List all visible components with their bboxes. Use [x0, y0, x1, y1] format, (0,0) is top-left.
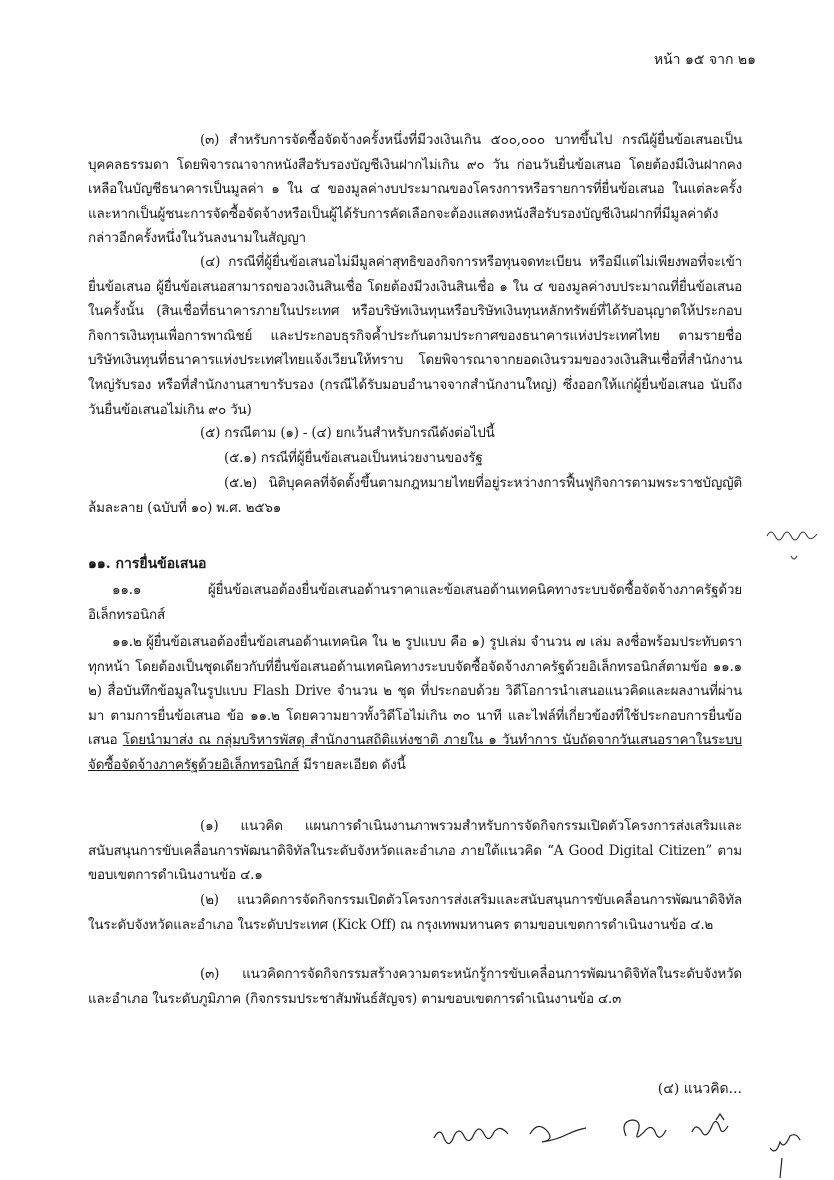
signature-5: [770, 1135, 800, 1178]
section11-item-2: [88, 630, 742, 778]
section11-list-2: [88, 888, 742, 937]
paragraph-5-1: (๕.๑) กรณีที่ผู้ยื่นข้อเสนอเป็นหน่วยงานของรัฐ: [224, 450, 483, 466]
section10-item-5-1: [88, 446, 742, 471]
signature-3: [624, 1120, 666, 1137]
paragraph-11-2-end: มีรายละเอียด ดังนี้: [298, 756, 406, 773]
paragraph-11-2: [88, 630, 742, 778]
paragraph-11-2-main: ๑๑.๒ ผู้ยื่นข้อเสนอต้องยื่นข้อเสนอด้านเทคนิค ใน ๒ รูปแบบ คือ ๑) รูปเล่ม จำนวน ๗ เล่ม ลงชื่อพร้อมประทับตราทุกหน้า โดยต้องเป็นชุดเดียวกับที่ยื่นข้อเสนอด้านเทคนิคทางระบบจัดซื้อจัดจ้างภาครัฐด้วยอิเล็กทรอนิกส์ตามข้อ ๑๑.๑ ๒) สื่อบันทึกข้อมูลในรูปแบบ Flash Drive จำนวน ๒ ชุด ที่ประกอบด้วย วิดีโอการนำเสนอแนวคิดและผลงานที่ผ่านมา ตามการยื่นข้อเสนอ ข้อ ๑๑.๒ โดยความยาวทั้งวิดีโอไม่เกิน ๓๐ นาที และไฟล์ที่เกี่ยวข้องที่ใช้ประกอบการยื่นข้อเสนอ: [88, 634, 742, 749]
signature-2: [530, 1126, 586, 1142]
paragraph-5-2: (๕.๒) นิติบุคคลที่จัดตั้งขึ้นตามกฎหมายไทยที่อยู่ระหว่างการฟื้นฟูกิจการตามพระราชบัญญัติล้มละลาย (ฉบับที่ ๑๐) พ.ศ. ๒๕๖๑: [88, 475, 742, 516]
paragraph-5: (๕) กรณีตาม (๑) - (๔) ยกเว้นสำหรับกรณีดังต่อไปนี้: [200, 425, 495, 441]
section10-item-5-2: [88, 471, 742, 520]
page-number: หน้า ๑๕ จาก ๒๑: [653, 52, 756, 68]
continuation-note: (๔) แนวคิด...: [657, 1081, 742, 1097]
section10-item-3: [88, 128, 742, 251]
signature-4: [692, 1114, 728, 1135]
signatures: [430, 1108, 830, 1180]
section11-list-3: [88, 962, 742, 1011]
section-11-heading: ๑๑. การยื่นข้อเสนอ: [88, 556, 207, 572]
section10-item-4: [88, 250, 742, 422]
paragraph-4: (๔) กรณีที่ผู้ยื่นข้อเสนอไม่มีมูลค่าสุทธิของกิจการหรือทุนจดทะเบียน หรือมีแต่ไม่เพียงพอที่จะเข้ายื่นข้อเสนอ ผู้ยื่นข้อเสนอสามารถขอวงเงินสินเชื่อ โดยต้องมีวงเงินสินเชื่อ ๑ ใน ๔ ของมูลค่างบประมาณที่ยื่นข้อเสนอในครั้งนั้น (สินเชื่อที่ธนาคารภายในประเทศ หรือบริษัทเงินทุนหรือบริษัทเงินทุนหลักทรัพย์ที่ได้รับอนุญาตให้ประกอบกิจการเงินทุนเพื่อการพาณิชย์ และประกอบธุรกิจค้ำประกันตามประกาศของธนาคารแห่งประเทศไทย ตามรายชื่อบริษัทเงินทุนที่ธนาคารแห่งประเทศไทยแจ้งเวียนให้ทราบ โดยพิจารณาจากยอดเงินรวมของวงเงินสินเชื่อที่สำนักงานใหญ่รับรอง หรือที่สำนักงานสาขารับรอง (กรณีได้รับมอบอำนาจจากสำนักงานใหญ่) ซึ่งออกให้แก่ผู้ยื่นข้อเสนอ นับถึงวันยื่นข้อเสนอไม่เกิน ๙๐ วัน): [88, 254, 742, 418]
section11-list-1: [88, 814, 742, 888]
paragraph-11-1: ๑๑.๑ ผู้ยื่นข้อเสนอต้องยื่นข้อเสนอด้านราคาและข้อเสนอด้านเทคนิคทางระบบจัดซื้อจัดจ้างภาครัฐด้วยอิเล็กทรอนิกส์: [88, 582, 742, 623]
delivery-instruction: โดยนำมาส่ง ณ กลุ่มบริหารพัสดุ สำนักงานสถิติแห่งชาติ ภายใน ๑ วันทำการ นับถัดจากวันเสนอราคาในระบบจัดซื้อจัดจ้างภาครัฐด้วยอิเล็กทรอนิกส์: [88, 732, 742, 773]
signature-1: [434, 1128, 508, 1143]
margin-handwriting: [765, 522, 825, 572]
paragraph-3: (๓) สำหรับการจัดซื้อจัดจ้างครั้งหนึ่งที่มีวงเงินเกิน ๕๐๐,๐๐๐ บาทขึ้นไป กรณีผู้ยื่นข้อเสนอเป็นบุคคลธรรมดา โดยพิจารณาจากหนังสือรับรองบัญชีเงินฝากไม่เกิน ๙๐ วัน ก่อนวันยื่นข้อเสนอ โดยต้องมีเงินฝากคงเหลือในบัญชีธนาคารเป็นมูลค่า ๑ ใน ๔ ของมูลค่างบประมาณของโครงการหรือรายการที่ยื่นข้อเสนอ ในแต่ละครั้ง และหากเป็นผู้ชนะการจัดซื้อจัดจ้างหรือเป็นผู้ได้รับการคัดเลือกจะต้องแสดงหนังสือรับรองบัญชีเงินฝากที่มีมูลค่าดังกล่าวอีกครั้งหนึ่งในวันลงนามในสัญญา: [88, 132, 742, 247]
section10-item-5: [88, 421, 742, 446]
list-item: (๒) แนวคิดการจัดกิจกรรมเปิดตัวโครงการส่งเสริมและสนับสนุนการขับเคลื่อนการพัฒนาดิจิทัลในระดับจังหวัดและอำเภอ ในระดับประเทศ (Kick Off) ณ กรุงเทพมหานคร ตามขอบเขตการดำเนินงานข้อ ๔.๒: [88, 892, 742, 933]
list-item: (๑) แนวคิด แผนการดำเนินงานภาพรวมสำหรับการจัดกิจกรรมเปิดตัวโครงการส่งเสริมและสนับสนุนการขับเคลื่อนการพัฒนาดิจิทัลในระดับจังหวัดและอำเภอ ภายใต้แนวคิด “A Good Digital Citizen” ตามขอบเขตการดำเนินงานข้อ ๔.๑: [88, 818, 742, 884]
section11-item-1: [88, 578, 742, 627]
list-item: (๓) แนวคิดการจัดกิจกรรมสร้างความตระหนักรู้การขับเคลื่อนการพัฒนาดิจิทัลในระดับจังหวัดและอำเภอ ในระดับภูมิภาค (กิจกรรมประชาสัมพันธ์สัญจร) ตามขอบเขตการดำเนินงานข้อ ๔.๓: [88, 966, 742, 1007]
